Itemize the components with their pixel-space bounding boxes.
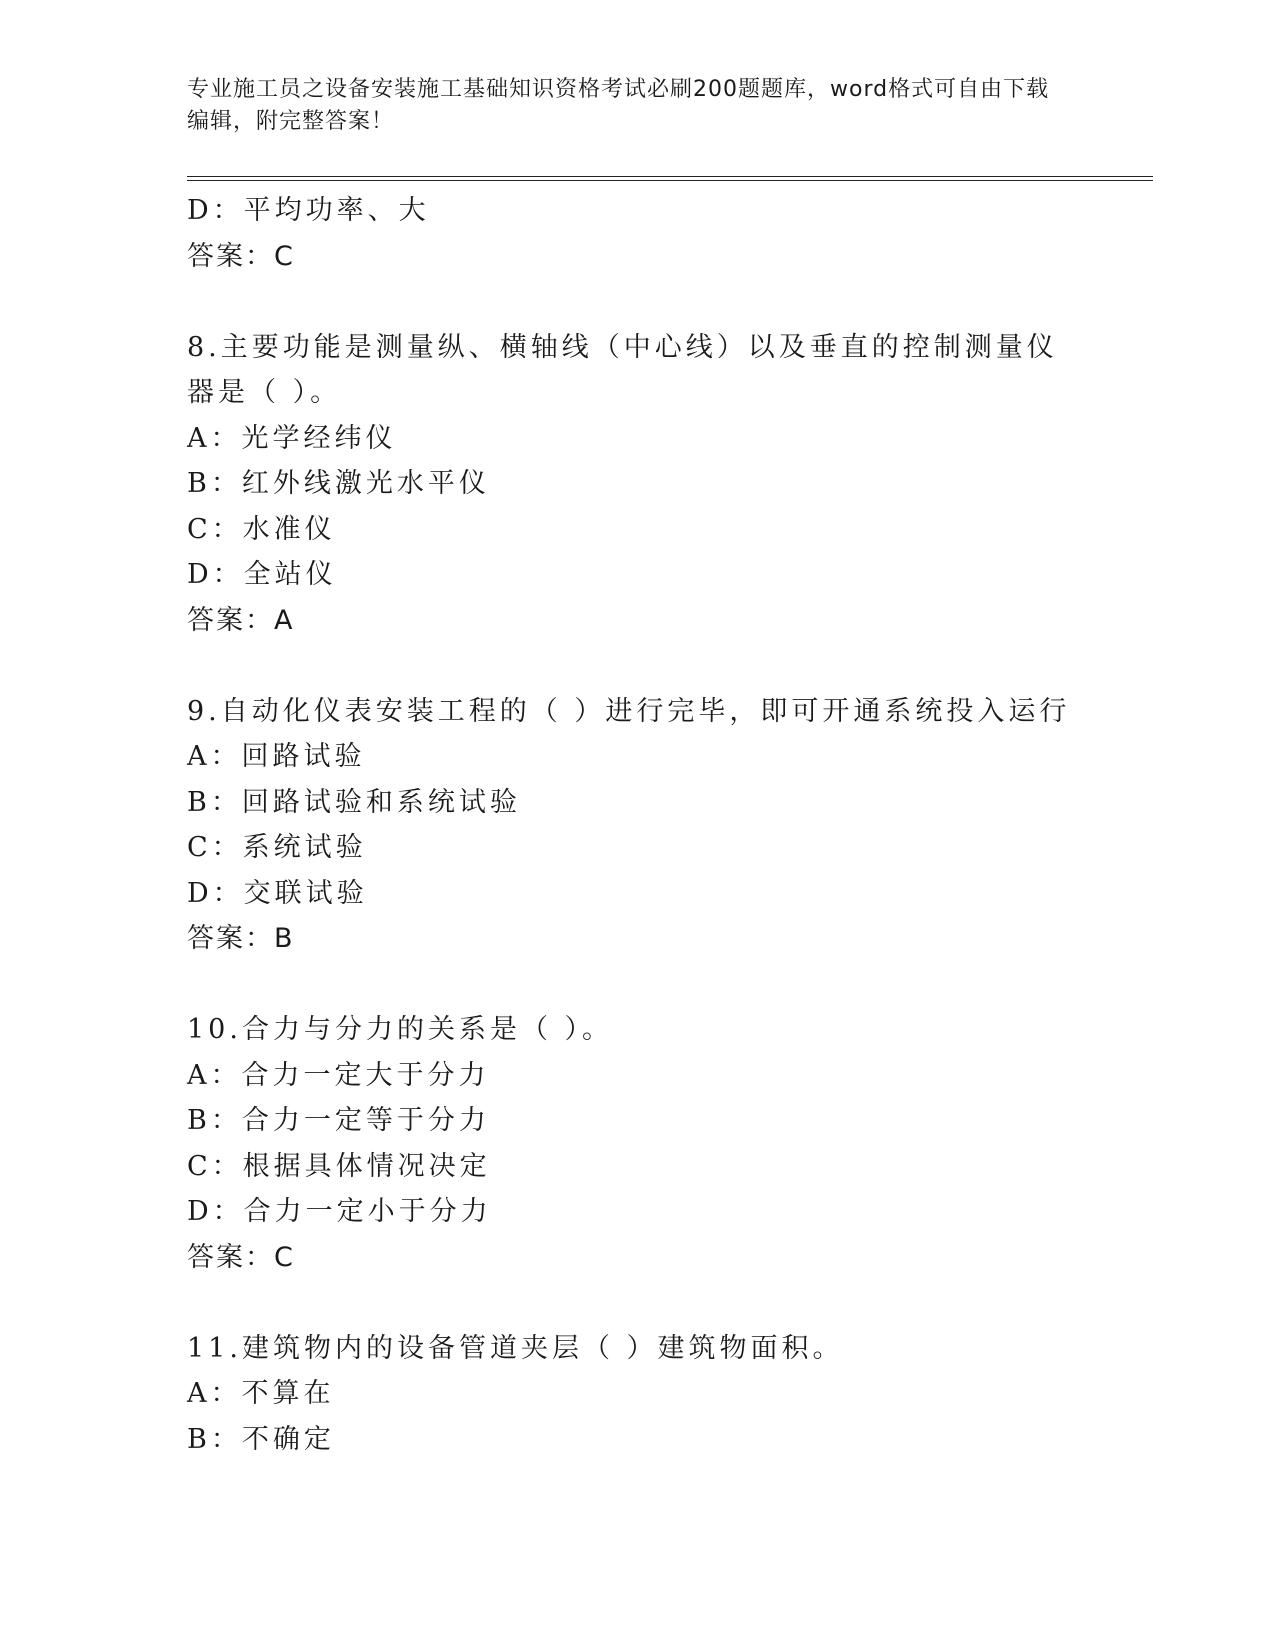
option-a: A：不算在 [187, 1378, 335, 1409]
option-b: B：红外线激光水平仪 [187, 468, 490, 499]
question-stem: 10.合力与分力的关系是（ ）。 [187, 1014, 614, 1045]
answer-line: 答案：B [187, 923, 295, 954]
question-stem: 8.主要功能是测量纵、横轴线（中心线）以及垂直的控制测量仪器是（ ）。 [187, 331, 1058, 408]
option-a: A：合力一定大于分力 [187, 1059, 490, 1091]
header-divider [187, 176, 1153, 181]
question-stem: 11.建筑物内的设备管道夹层（ ）建筑物面积。 [187, 1332, 844, 1364]
option-d: D：全站仪 [187, 559, 337, 590]
option-c: C：根据具体情况决定 [187, 1150, 491, 1182]
option-d: D：合力一定小于分力 [187, 1196, 492, 1227]
option-b: B：回路试验和系统试验 [187, 786, 521, 818]
answer-line: 答案：C [187, 1241, 295, 1273]
document-header-title: 专业施工员之设备安装施工基础知识资格考试必刷200题题库，word格式可自由下载编辑，附完整答案！ [187, 77, 1050, 134]
option-b: B：合力一定等于分力 [187, 1105, 490, 1136]
option-a: A：回路试验 [187, 741, 366, 772]
question-content [187, 188, 1087, 1462]
answer-line: 答案：C [187, 240, 295, 272]
option-a: A：光学经纬仪 [187, 422, 397, 454]
option-d: D：交联试验 [187, 877, 368, 909]
option-b: B：不确定 [187, 1423, 335, 1455]
question-stem: 9.自动化仪表安装工程的（ ）进行完毕，即可开通系统投入运行 [187, 695, 1071, 727]
option-c: C：系统试验 [187, 832, 367, 863]
option-d: D：平均功率、大 [187, 195, 430, 226]
answer-line: 答案：A [187, 604, 295, 636]
option-c: C：水准仪 [187, 513, 336, 545]
